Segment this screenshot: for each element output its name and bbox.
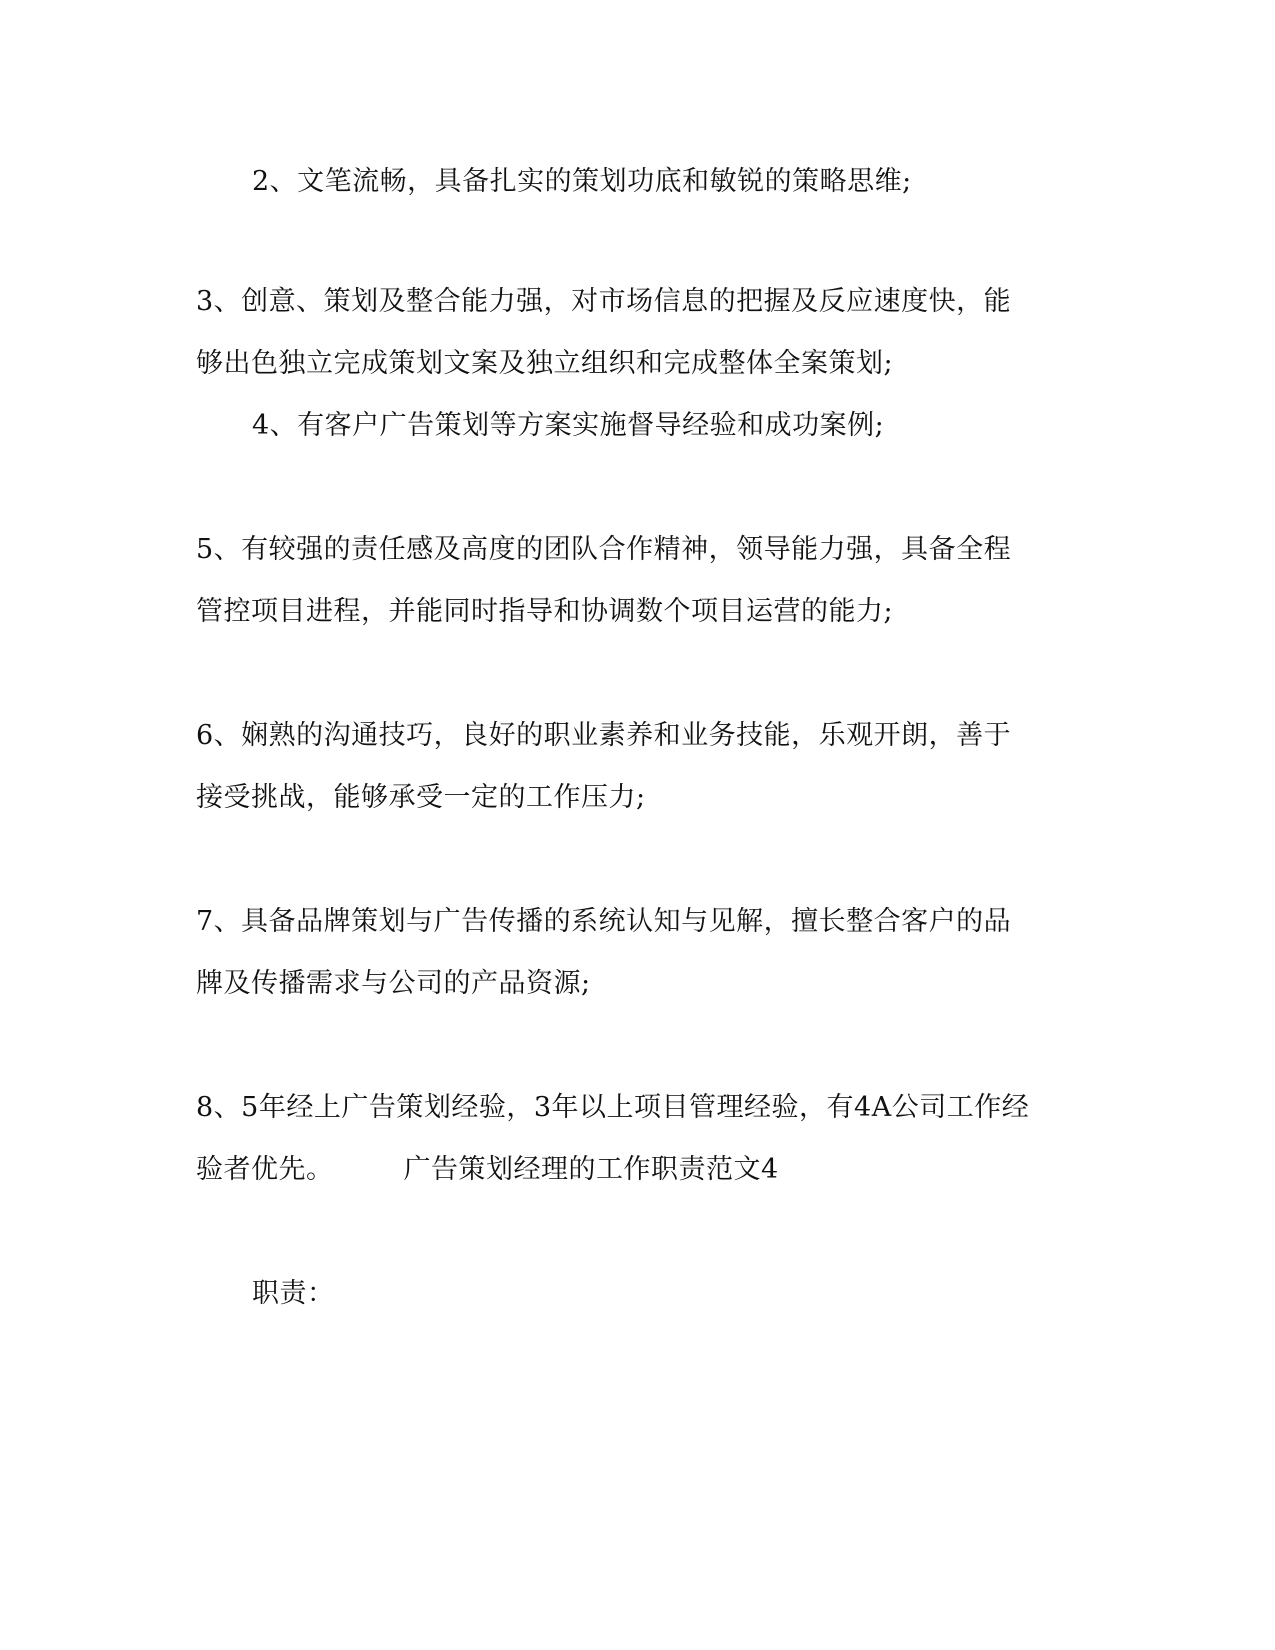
item-2: 2、文笔流畅，具备扎实的策划功底和敏锐的策略思维; [252, 166, 912, 197]
item-7-line-1: 7、具备品牌策划与广告传播的系统认知与见解，擅长整合客户的品 [196, 906, 1012, 937]
item-5-line-1: 5、有较强的责任感及高度的团队合作精神，领导能力强，具备全程 [196, 534, 1012, 565]
item-8-line-2-text: 验者优先。 [196, 1154, 334, 1185]
item-6-line-2: 接受挑战，能够承受一定的工作压力; [196, 782, 646, 813]
duties-label: 职责： [252, 1278, 335, 1309]
item-8-line-2 [196, 1154, 779, 1186]
section-title: 广告策划经理的工作职责范文4 [403, 1154, 779, 1185]
item-3-line-2: 够出色独立完成策划文案及独立组织和完成整体全案策划; [196, 348, 894, 379]
item-7-line-2: 牌及传播需求与公司的产品资源; [196, 968, 591, 999]
item-3-line-1: 3、创意、策划及整合能力强，对市场信息的把握及反应速度快，能 [196, 286, 1012, 317]
item-5-line-2: 管控项目进程，并能同时指导和协调数个项目运营的能力; [196, 596, 894, 627]
item-4: 4、有客户广告策划等方案实施督导经验和成功案例; [252, 410, 885, 441]
item-8-line-1: 8、5年经上广告策划经验，3年以上项目管理经验，有4A公司工作经 [196, 1092, 1030, 1123]
item-6-line-1: 6、娴熟的沟通技巧，良好的职业素养和业务技能，乐观开朗，善于 [196, 720, 1012, 751]
